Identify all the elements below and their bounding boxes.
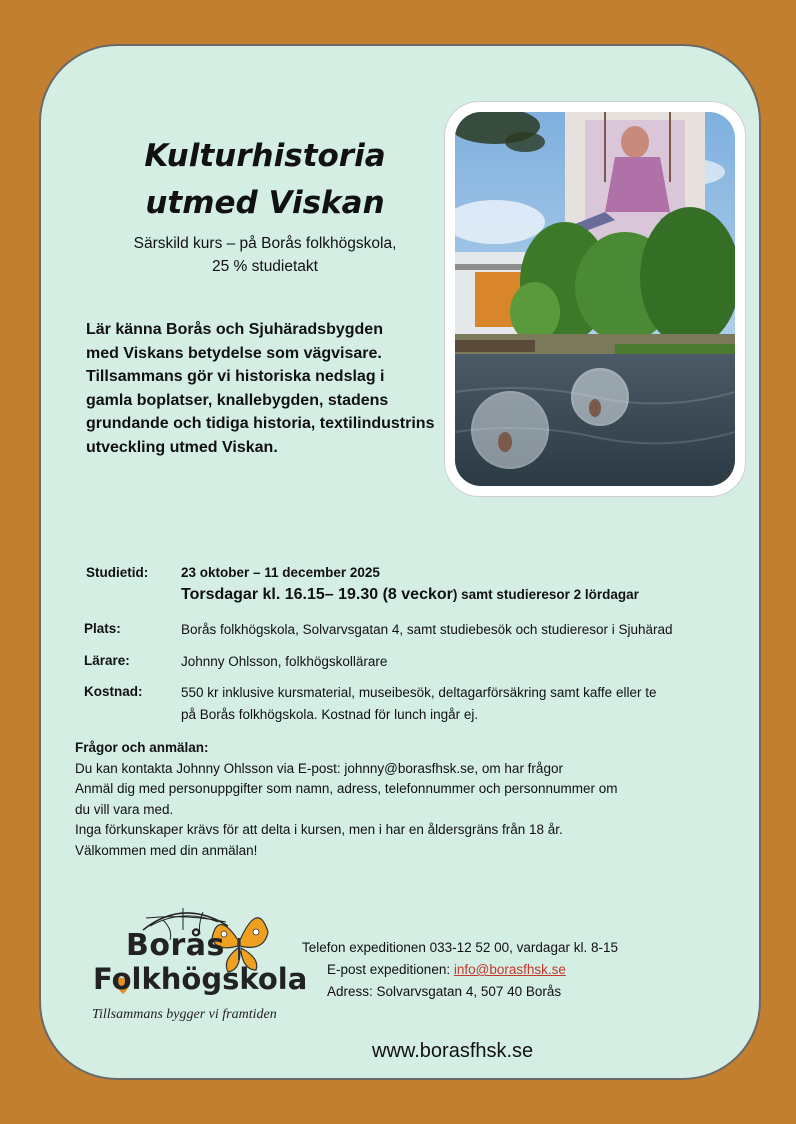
footer-phone: Telefon expeditionen 033-12 52 00, vardagar kl. 8-15 xyxy=(302,940,618,955)
intro-line: Tillsammans gör vi historiska nedslag i xyxy=(86,368,385,385)
studietid-schedule-suffix: ) samt studieresor 2 lördagar xyxy=(452,587,639,602)
plats-label: Plats: xyxy=(84,621,121,636)
title-line-2: utmed Viskan xyxy=(145,185,385,221)
intro-line: utveckling utmed Viskan. xyxy=(86,438,278,456)
footer-email-prefix: E-post expeditionen: xyxy=(327,962,454,977)
footer-contact xyxy=(302,937,618,1003)
plats-value: Borås folkhögskola, Solvarvsgatan 4, samt studiebesök och studieresor i Sjuhärad xyxy=(181,622,673,637)
intro-paragraph xyxy=(86,318,456,459)
intro-line: Lär känna Borås och Sjuhäradsbygden xyxy=(86,321,383,338)
contact-section xyxy=(75,738,715,861)
title-line-1: Kulturhistoria xyxy=(144,138,386,174)
intro-line: med Viskans betydelse som vägvisare. xyxy=(86,344,382,362)
contact-line: Du kan kontakta Johnny Ohlsson via E-post: johnny@borasfhsk.se, om har frågor xyxy=(75,760,563,776)
intro-line: gamla boplatser, knallebygden, stadens xyxy=(86,391,389,409)
kostnad-value xyxy=(181,682,656,726)
logo-tagline: Tillsammans bygger vi framtiden xyxy=(92,1007,277,1022)
studietid-schedule xyxy=(181,584,639,606)
footer-address: Adress: Solvarvsgatan 4, 507 40 Borås xyxy=(327,984,562,999)
school-logo xyxy=(88,900,308,1030)
contact-heading: Frågor och anmälan: xyxy=(75,740,209,755)
footer-email-link[interactable]: info@borasfhsk.se xyxy=(453,962,566,977)
logo-text-folkhogskola: Folkhögskola xyxy=(93,962,308,996)
contact-line: Inga förkunskaper krävs för att delta i kursen, men i har en åldersgräns från 18 år. xyxy=(75,822,563,837)
larare-label: Lärare: xyxy=(84,653,130,668)
footer-email-row xyxy=(302,959,618,981)
studietid-label: Studietid: xyxy=(86,565,149,580)
contact-line: Välkommen med din anmälan! xyxy=(75,842,258,858)
kostnad-label: Kostnad: xyxy=(84,684,143,699)
studietid-schedule-main: Torsdagar kl. 16.15– 19.30 (8 veckor xyxy=(181,586,453,603)
contact-line: Anmäl dig med personuppgifter som namn, adress, telefonnummer och personnummer om xyxy=(75,781,618,796)
website-link[interactable]: www.borasfhsk.se xyxy=(372,1040,534,1062)
contact-line: du vill vara med. xyxy=(75,801,174,817)
course-subtitle xyxy=(80,232,450,278)
studietid-dates: 23 oktober – 11 december 2025 xyxy=(181,565,380,580)
course-photo xyxy=(445,102,745,496)
course-title xyxy=(80,133,450,227)
larare-value: Johnny Ohlsson, folkhögskollärare xyxy=(181,654,388,669)
river-scene-image xyxy=(455,112,735,486)
kostnad-line-2: på Borås folkhögskola. Kostnad för lunch ingår ej. xyxy=(181,707,479,722)
subtitle-line-2: 25 % studietakt xyxy=(212,258,318,275)
kostnad-line-1: 550 kr inklusive kursmaterial, museibesök, deltagarförsäkring samt kaffe eller te xyxy=(181,685,657,700)
logo-text-boras: Borås xyxy=(126,928,225,963)
subtitle-line-1: Särskild kurs – på Borås folkhögskola, xyxy=(133,235,397,252)
intro-line: grundande och tidiga historia, textilindustrins xyxy=(86,415,435,432)
